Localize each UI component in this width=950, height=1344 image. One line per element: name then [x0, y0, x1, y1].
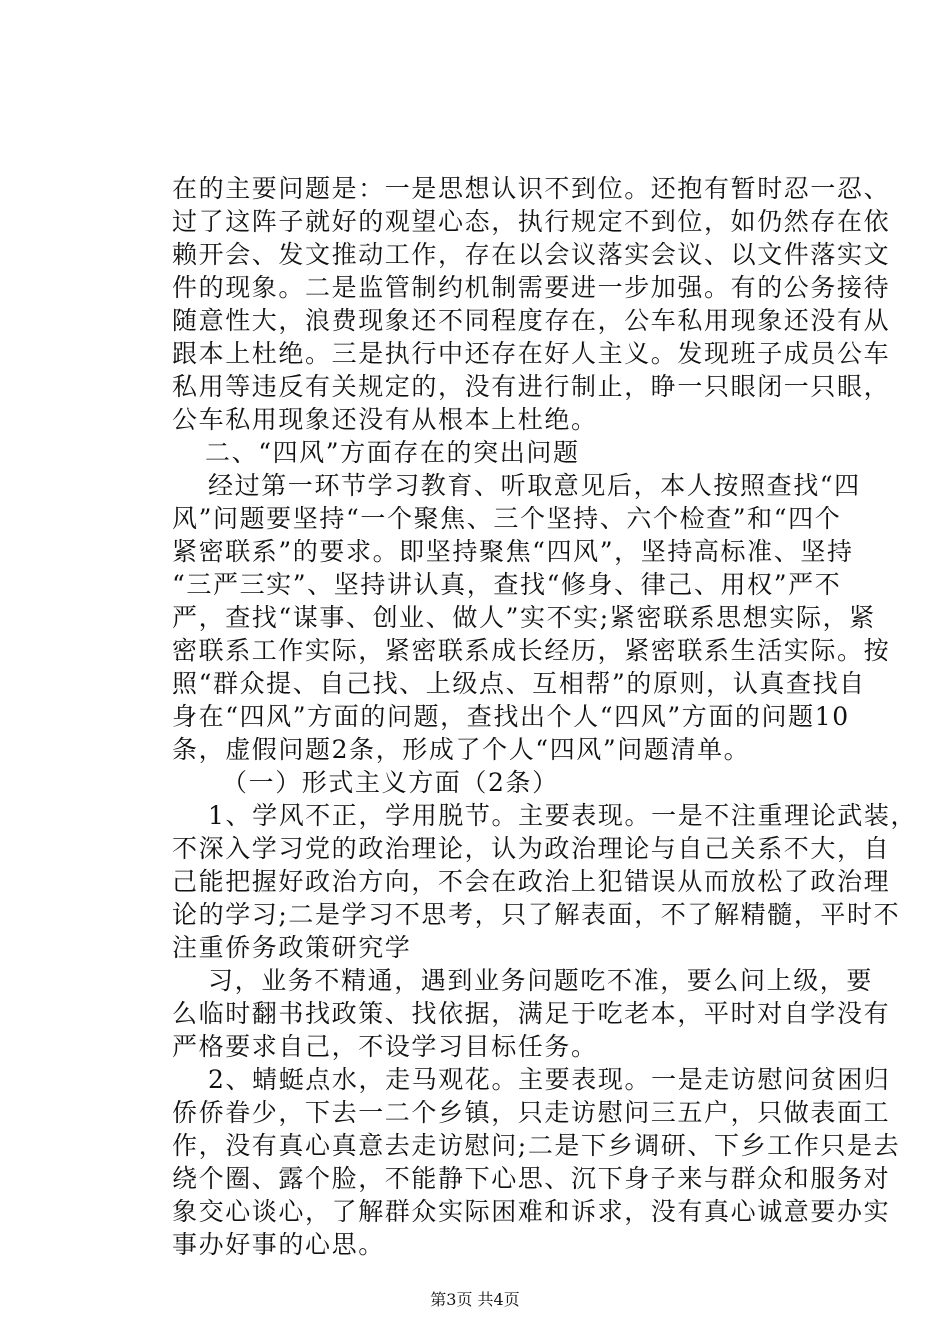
body-line: 赖开会、发文推动工作，存在以会议落实会议、以文件落实文 [172, 240, 891, 269]
body-line: 论的学习;二是学习不思考，只了解表面，不了解精髓，平时不 [172, 900, 901, 929]
body-line: 照“群众提、自己找、上级点、互相帮”的原则，认真查找自 [172, 669, 866, 698]
body-line: 严，查找“谋事、创业、做人”实不实;紧密联系思想实际，紧 [172, 603, 876, 632]
body-line: 么临时翻书找政策、找依据，满足于吃老本，平时对自学没有 [172, 999, 891, 1028]
body-line: 公车私用现象还没有从根本上杜绝。 [172, 405, 598, 434]
body-line: 条，虚假问题2条，形成了个人“四风”问题清单。 [172, 735, 751, 764]
section-heading: 二、“四风”方面存在的突出问题 [205, 438, 580, 467]
body-line: 随意性大，浪费现象还不同程度存在，公车私用现象还没有从 [172, 306, 891, 335]
body-line: 2、蜻蜓点水，走马观花。主要表现。一是走访慰问贫困归 [208, 1065, 891, 1094]
body-line: 风”问题要坚持“一个聚焦、三个坚持、六个检查”和“四个 [172, 504, 842, 533]
body-line: 私用等违反有关规定的，没有进行制止，睁一只眼闭一只眼， [172, 372, 891, 401]
body-line: 事办好事的心思。 [172, 1230, 385, 1259]
body-line: 己能把握好政治方向，不会在政治上犯错误从而放松了政治理 [172, 867, 891, 896]
body-line: 不深入学习党的政治理论，认为政治理论与自己关系不大，自 [172, 834, 891, 863]
body-line: 在的主要问题是：一是思想认识不到位。还抱有暂时忍一忍、 [172, 174, 891, 203]
body-line: 跟本上杜绝。三是执行中还存在好人主义。发现班子成员公车 [172, 339, 891, 368]
body-line: 经过第一环节学习教育、听取意见后，本人按照查找“四 [208, 471, 861, 500]
body-line: 过了这阵子就好的观望心态，执行规定不到位，如仍然存在依 [172, 207, 891, 236]
body-line: “三严三实”、坚持讲认真，查找“修身、律己、用权”严不 [172, 570, 842, 599]
subsection-heading: （一）形式主义方面（2条） [222, 768, 559, 797]
body-line: 件的现象。二是监管制约机制需要进一步加强。有的公务接待 [172, 273, 891, 302]
body-line: 密联系工作实际，紧密联系成长经历，紧密联系生活实际。按 [172, 636, 891, 665]
body-line: 严格要求自己，不设学习目标任务。 [172, 1032, 598, 1061]
body-line: 绕个圈、露个脸，不能静下心思、沉下身子来与群众和服务对 [172, 1164, 891, 1193]
body-line: 身在“四风”方面的问题，查找出个人“四风”方面的问题10 [172, 702, 850, 731]
body-line: 作，没有真心真意去走访慰问;二是下乡调研、下乡工作只是去 [172, 1131, 901, 1160]
page-footer: 第3页 共4页 [430, 1290, 520, 1309]
body-line: 注重侨务政策研究学 [172, 933, 412, 962]
body-line: 侨侨眷少，下去一二个乡镇，只走访慰问三五户，只做表面工 [172, 1098, 891, 1127]
body-line: 1、学风不正，学用脱节。主要表现。一是不注重理论武装， [208, 801, 918, 830]
body-line: 紧密联系”的要求。即坚持聚焦“四风”，坚持高标准、坚持 [172, 537, 854, 566]
body-line: 象交心谈心，了解群众实际困难和诉求，没有真心诚意要办实 [172, 1197, 891, 1226]
body-line: 习，业务不精通，遇到业务问题吃不准，要么问上级，要 [208, 966, 874, 995]
